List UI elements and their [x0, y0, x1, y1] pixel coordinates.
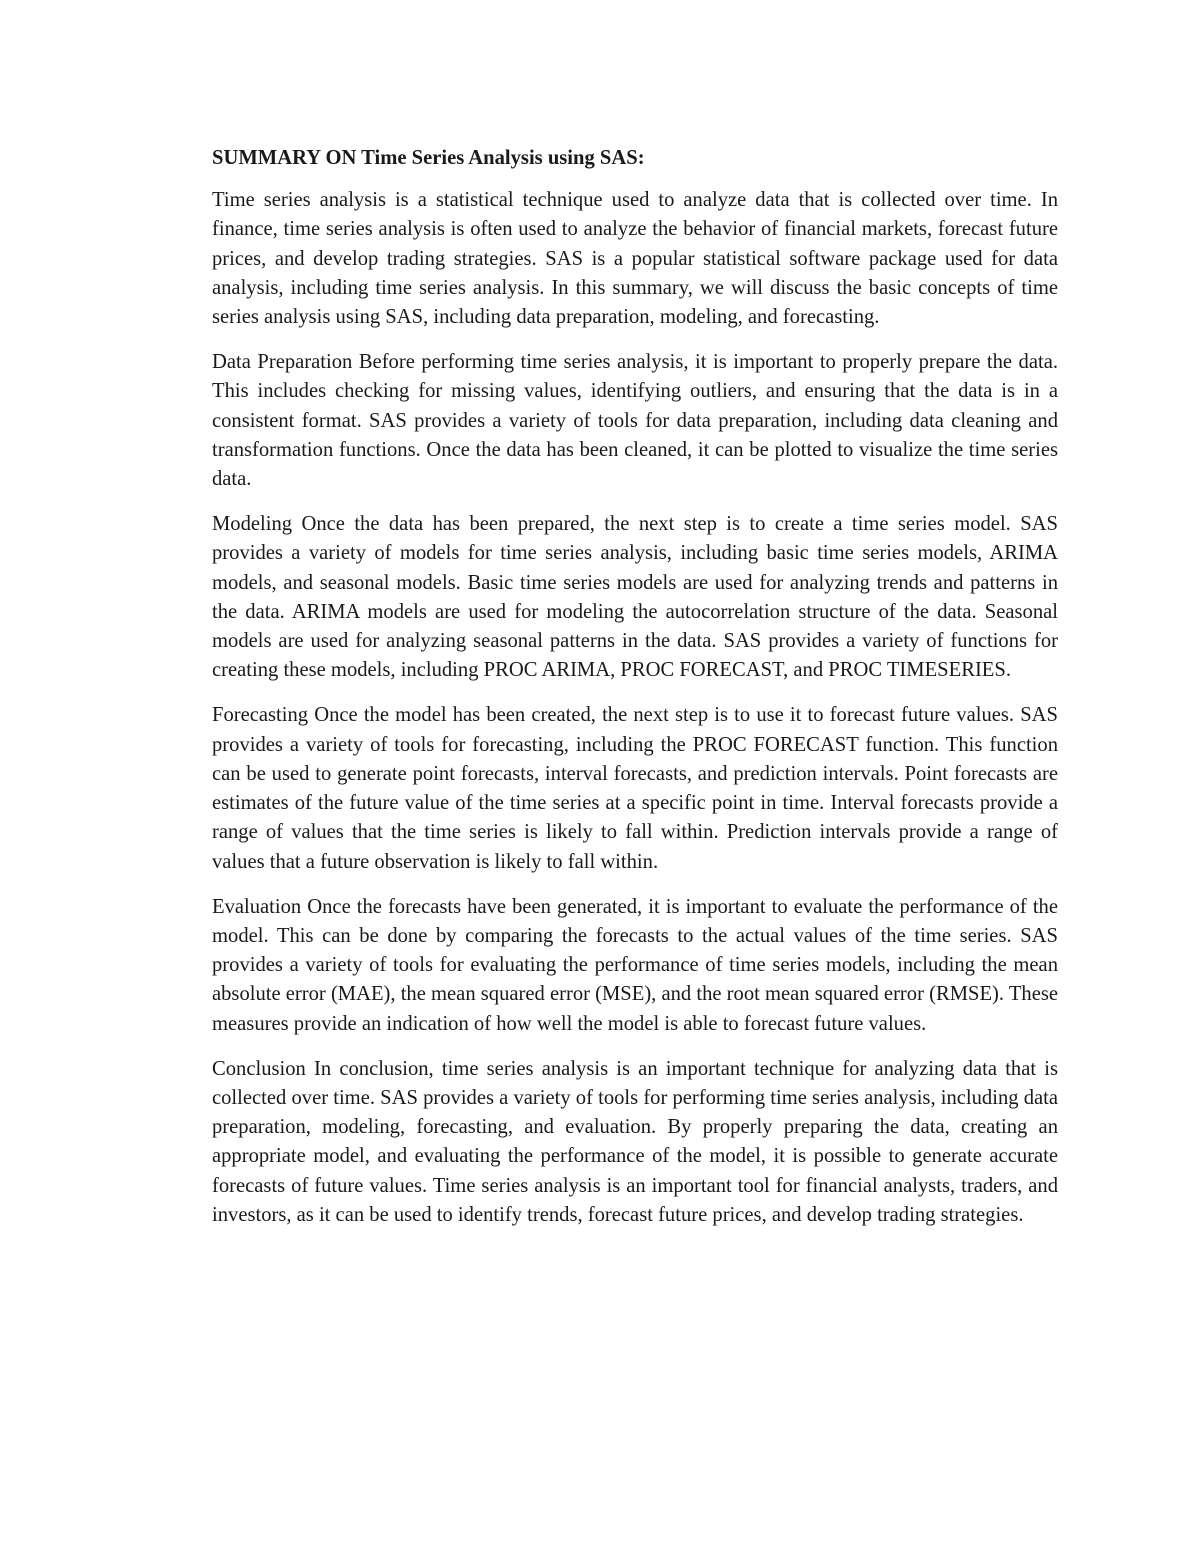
document-body [212, 140, 1058, 1246]
paragraph-forecasting: Forecasting Once the model has been created, the next step is to use it to forecast future values. SAS provides a variety of tools for forecasting, including the PROC FORECAST function. This function can be used to generate point forecasts, interval forecasts, and prediction intervals. Point forecasts are estimates of the future value of the time series at a specific point in time. Interval forecasts provide a range of values that the time series is likely to fall within. Prediction intervals provide a range of values that a future observation is likely to fall within. [212, 704, 1058, 873]
paragraph-conclusion: Conclusion In conclusion, time series analysis is an important technique for analyzing data that is collected over time. SAS provides a variety of tools for performing time series analysis, including data preparation, modeling, forecasting, and evaluation. By properly preparing the data, creating an appropriate model, and evaluating the performance of the model, it is possible to generate accurate forecasts of future values. Time series analysis is an important tool for financial analysts, traders, and investors, as it can be used to identify trends, forecast future prices, and develop trading strategies. [212, 1057, 1058, 1226]
paragraph-modeling: Modeling Once the data has been prepared, the next step is to create a time series model. SAS provides a variety of models for time series analysis, including basic time series models, ARIMA models, and seasonal models. Basic time series models are used for analyzing trends and patterns in the data. ARIMA models are used for modeling the autocorrelation structure of the data. Seasonal models are used for analyzing seasonal patterns in the data. SAS provides a variety of functions for creating these models, including PROC ARIMA, PROC FORECAST, and PROC TIMESERIES. [212, 512, 1058, 682]
paragraph-evaluation: Evaluation Once the forecasts have been generated, it is important to evaluate the performance of the model. This can be done by comparing the forecasts to the actual values of the time series. SAS provides a variety of tools for evaluating the performance of time series models, including the mean absolute error (MAE), the mean squared error (MSE), and the root mean squared error (RMSE). These measures provide an indication of how well the model is able to forecast future values. [212, 895, 1058, 1035]
document-title: SUMMARY ON Time Series Analysis using SAS: [212, 147, 645, 169]
paragraph-data-preparation: Data Preparation Before performing time series analysis, it is important to properly prepare the data. This includes checking for missing values, identifying outliers, and ensuring that the data is in a consistent format. SAS provides a variety of tools for data preparation, including data cleaning and transformation functions. Once the data has been cleaned, it can be plotted to visualize the time series data. [212, 350, 1058, 491]
paragraph-introduction: Time series analysis is a statistical technique used to analyze data that is collected over time. In finance, time series analysis is often used to analyze the behavior of financial markets, forecast future prices, and develop trading strategies. SAS is a popular statistical software package used for data analysis, including time series analysis. In this summary, we will discuss the basic concepts of time series analysis using SAS, including data preparation, modeling, and forecasting. [212, 189, 1058, 329]
